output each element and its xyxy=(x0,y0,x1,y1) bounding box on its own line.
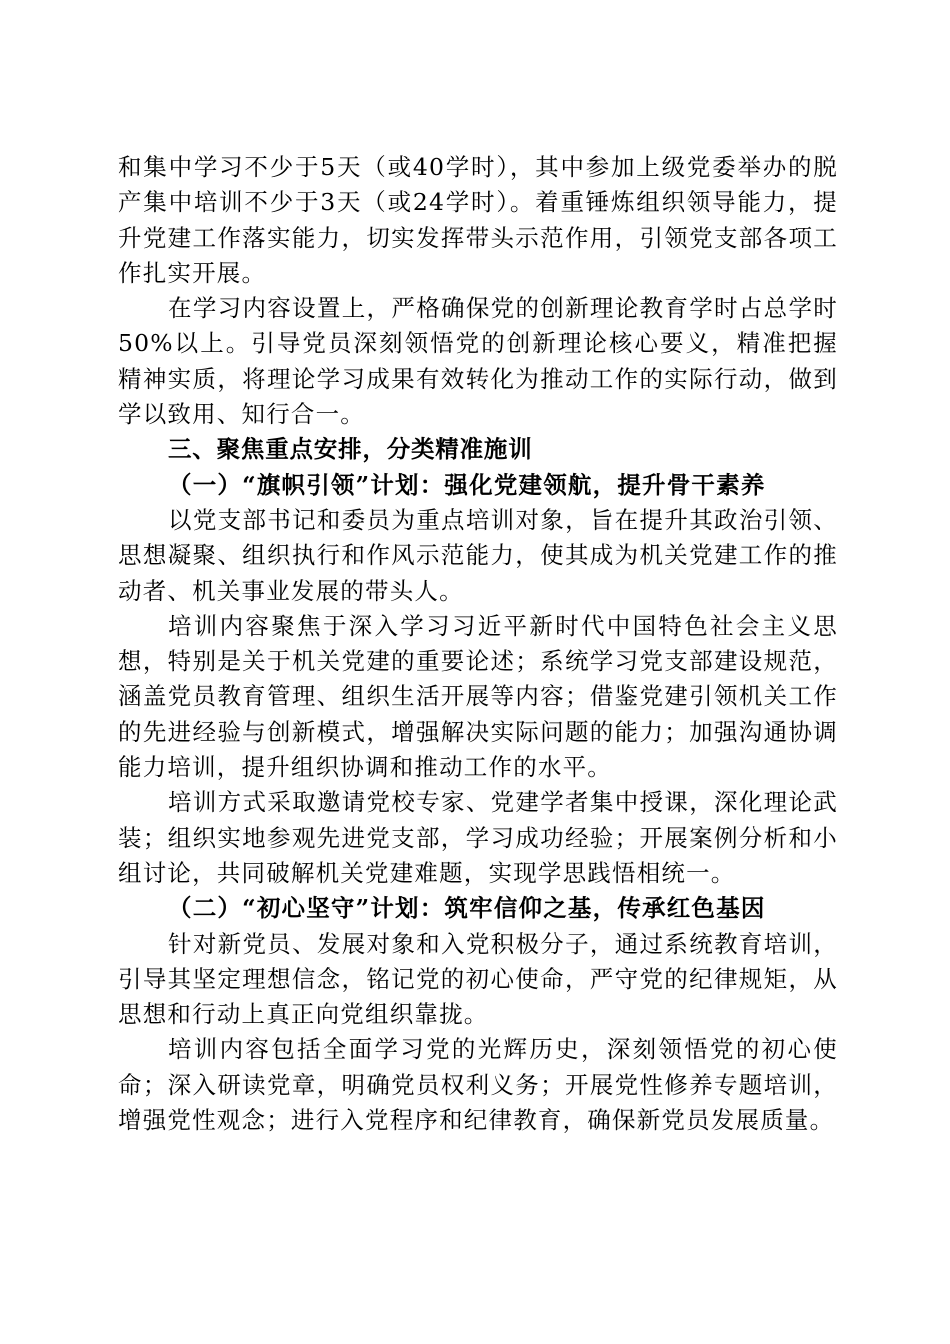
paragraph-training-content: 培训内容聚焦于深入学习习近平新时代中国特色社会主义思想，特别是关于机关党建的重要论述；系统学习党支部建设规范，涵盖党员教育管理、组织生活开展等内容；借鉴党建引领机关工作的先进经验与创新模式，增强解决实际问题的能力；加强沟通协调能力培训，提升组织协调和推动工作的水平。 xyxy=(118,611,838,782)
paragraph-training-method: 培训方式采取邀请党校专家、党建学者集中授课，深化理论武装；组织实地参观先进党支部，学习成功经验；开展案例分析和小组讨论，共同破解机关党建难题，实现学思践悟相统一。 xyxy=(118,788,838,887)
section-heading-3: 三、聚焦重点安排，分类精准施训 xyxy=(168,435,533,464)
document-body xyxy=(118,150,838,1138)
paragraph-new-members-content: 培训内容包括全面学习党的光辉历史，深刻领悟党的初心使命；深入研读党章，明确党员权利义务；开展党性修养专题培训，增强党性观念；进行入党程序和纪律教育，确保新党员发展质量。 xyxy=(118,1035,838,1135)
paragraph-learning-content: 在学习内容设置上，严格确保党的创新理论教育学时占总学时50%以上。引导党员深刻领悟党的创新理论核心要义，精准把握精神实质，将理论学习成果有效转化为推动工作的实际行动，做到学以致用、知行合一。 xyxy=(118,294,838,429)
paragraph-new-members: 针对新党员、发展对象和入党积极分子，通过系统教育培训，引导其坚定理想信念，铭记党的初心使命，严守党的纪律规矩，从思想和行动上真正向党组织靠拢。 xyxy=(118,929,838,1029)
subsection-heading-1: （一）“旗帜引领”计划：强化党建领航，提升骨干素养 xyxy=(168,470,766,499)
paragraph-training-target: 以党支部书记和委员为重点培训对象，旨在提升其政治引领、思想凝聚、组织执行和作风示范能力，使其成为机关党建工作的推动者、机关事业发展的带头人。 xyxy=(118,505,838,605)
subsection-heading-2: （二）“初心坚守”计划：筑牢信仰之基，传承红色基因 xyxy=(168,894,766,923)
paragraph-continued: 和集中学习不少于5天（或40学时），其中参加上级党委举办的脱产集中培训不少于3天（或24学时）。着重锤炼组织领导能力，提升党建工作落实能力，切实发挥带头示范作用，引领党支部各项工作扎实开展。 xyxy=(118,153,838,287)
